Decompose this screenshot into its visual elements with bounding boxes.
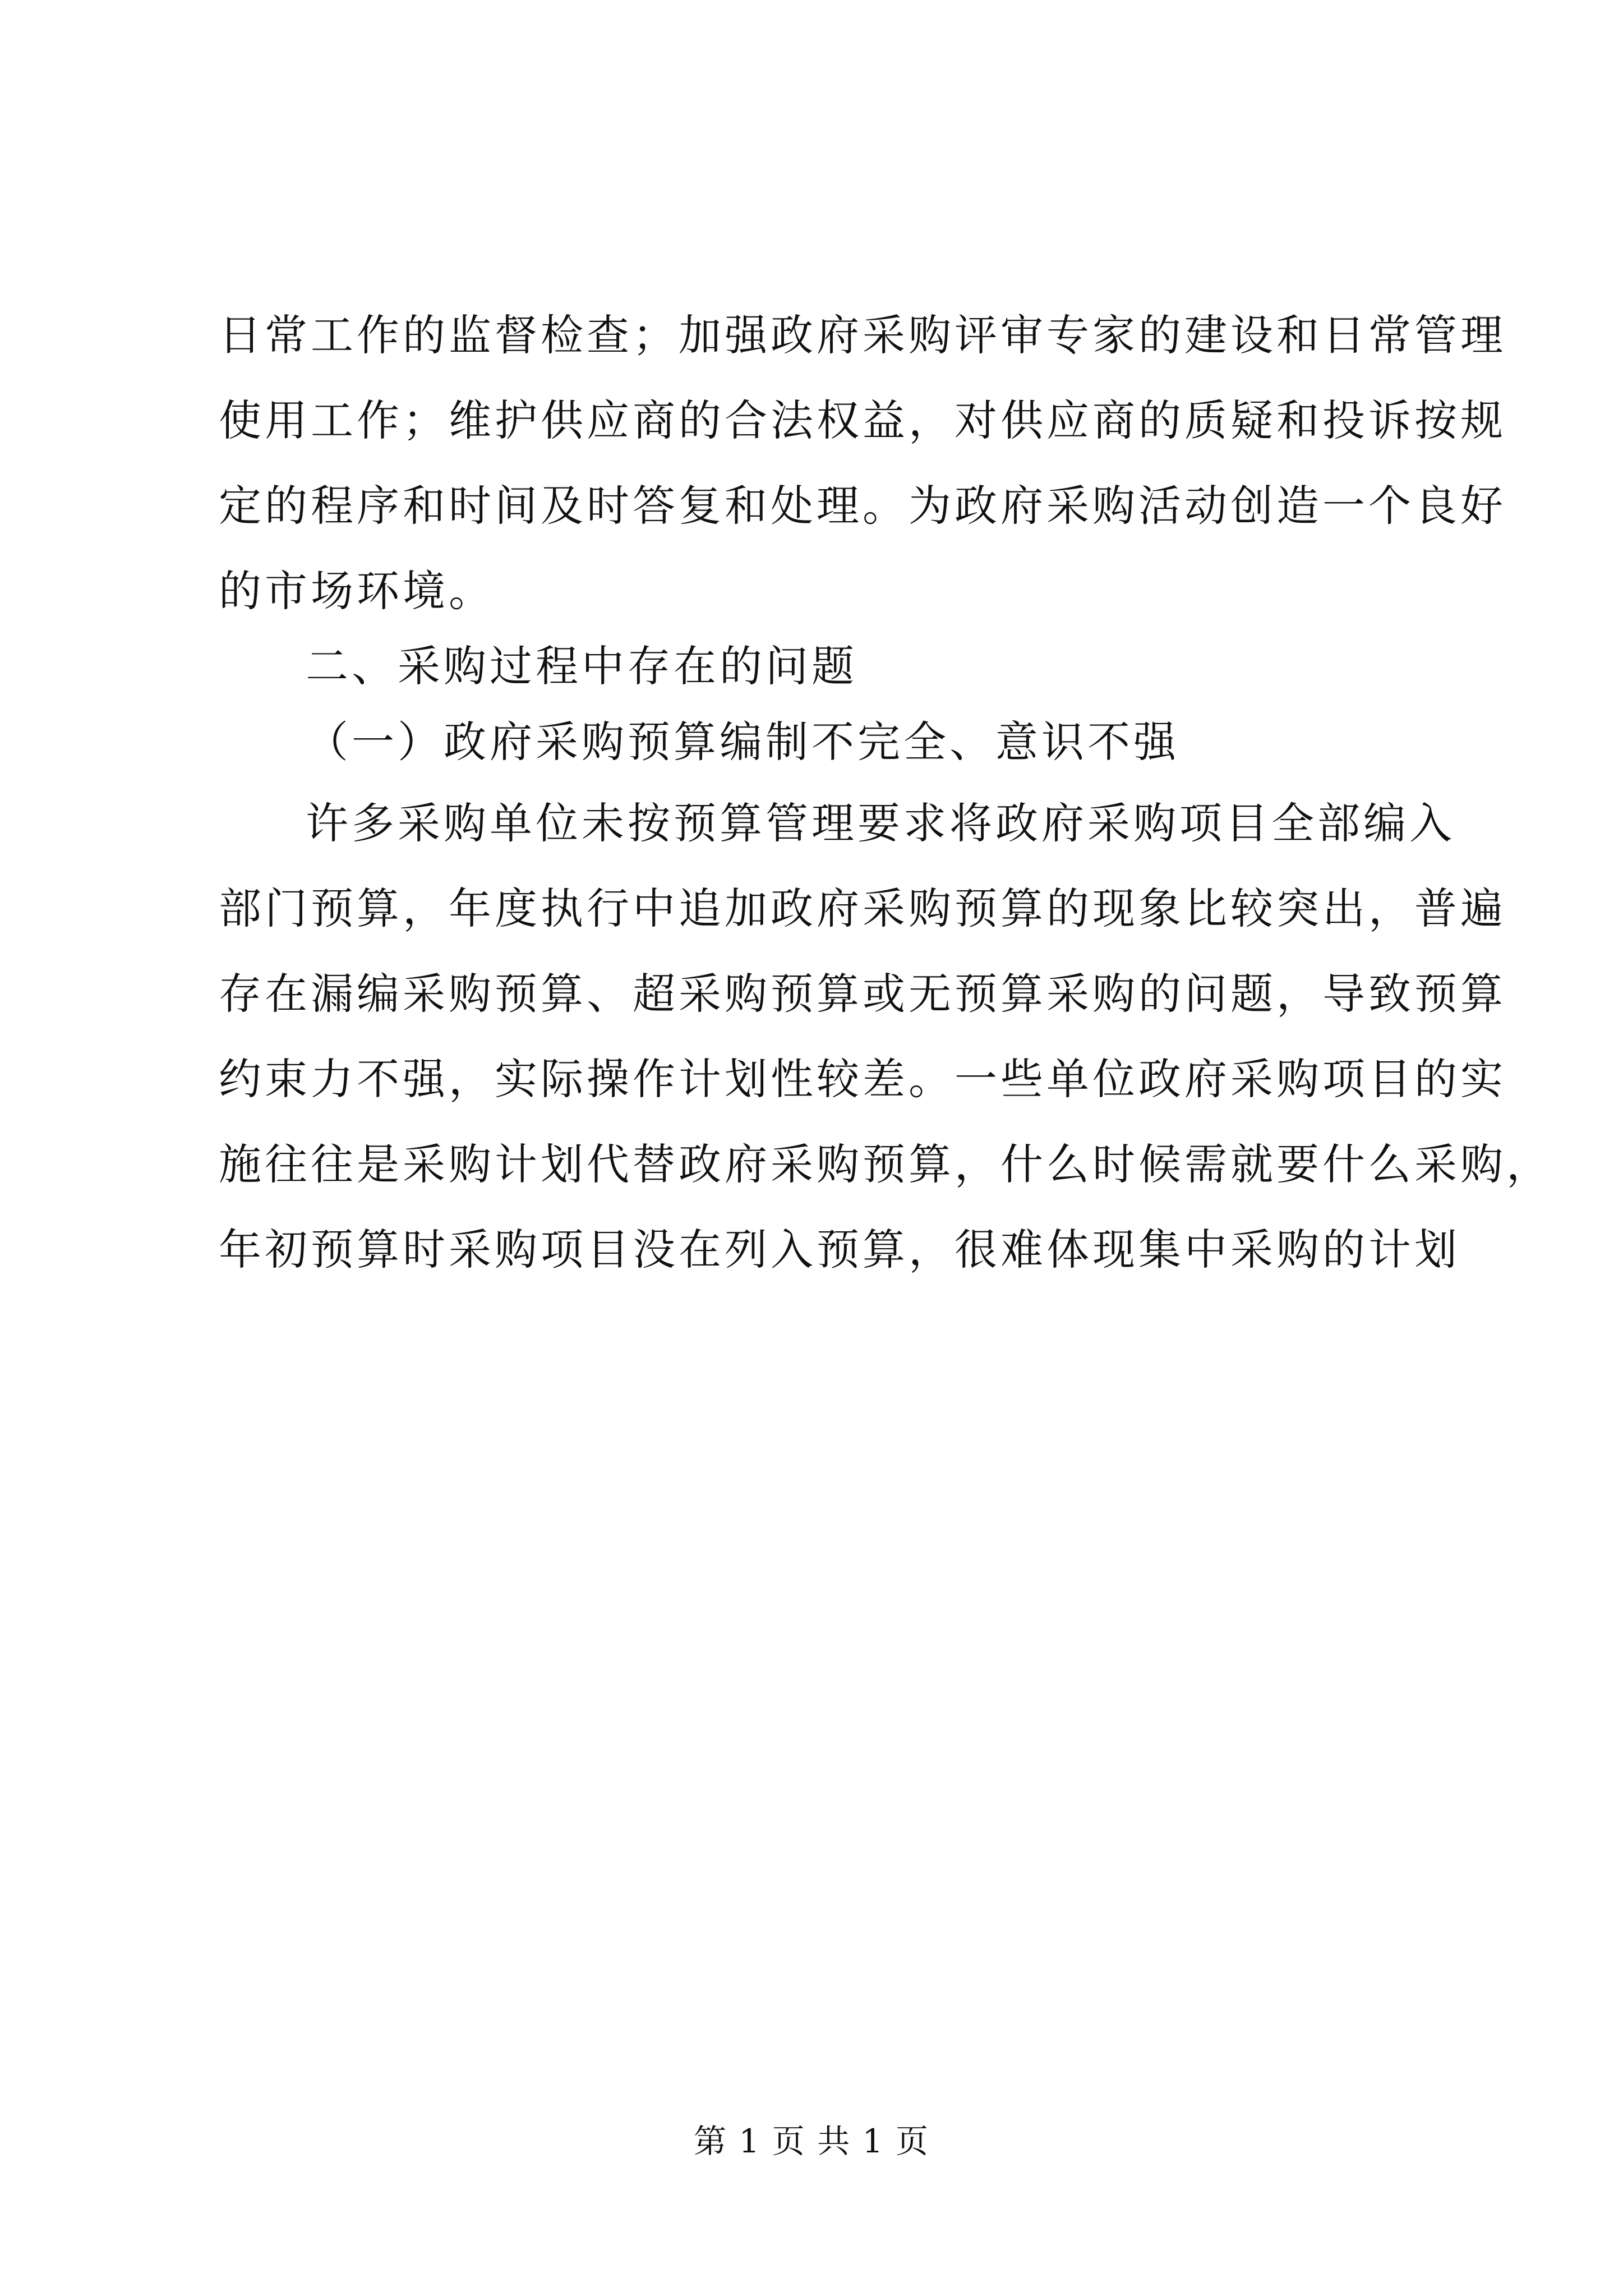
paragraph-line: 年初预算时采购项目没在列入预算，很难体现集中采购的计划	[219, 1225, 1460, 1274]
paragraph-line: 施往往是采购计划代替政府采购预算，什么时候需就要什么采购，	[219, 1139, 1552, 1189]
paragraph-line: 部门预算，年度执行中追加政府采购预算的现象比较突出，普遍	[219, 884, 1506, 933]
paragraph-line: 存在漏编采购预算、超采购预算或无预算采购的问题，导致预算	[219, 969, 1506, 1019]
paragraph-line: 使用工作；维护供应商的合法权益，对供应商的质疑和投诉按规	[219, 395, 1506, 445]
paragraph-line: 许多采购单位未按预算管理要求将政府采购项目全部编入	[306, 798, 1455, 848]
paragraph-line: 定的程序和时间及时答复和处理。为政府采购活动创造一个良好	[219, 481, 1506, 531]
section-heading: 二、采购过程中存在的问题	[306, 641, 857, 691]
page-number-footer: 第 1 页 共 1 页	[694, 2122, 929, 2160]
paragraph-line: 日常工作的监督检查；加强政府采购评审专家的建设和日常管理	[219, 310, 1506, 360]
paragraph-line: 的市场环境。	[219, 566, 495, 616]
subsection-heading: （一）政府采购预算编制不完全、意识不强	[306, 717, 1179, 767]
paragraph-line: 约束力不强，实际操作计划性较差。一些单位政府采购项目的实	[219, 1054, 1506, 1104]
